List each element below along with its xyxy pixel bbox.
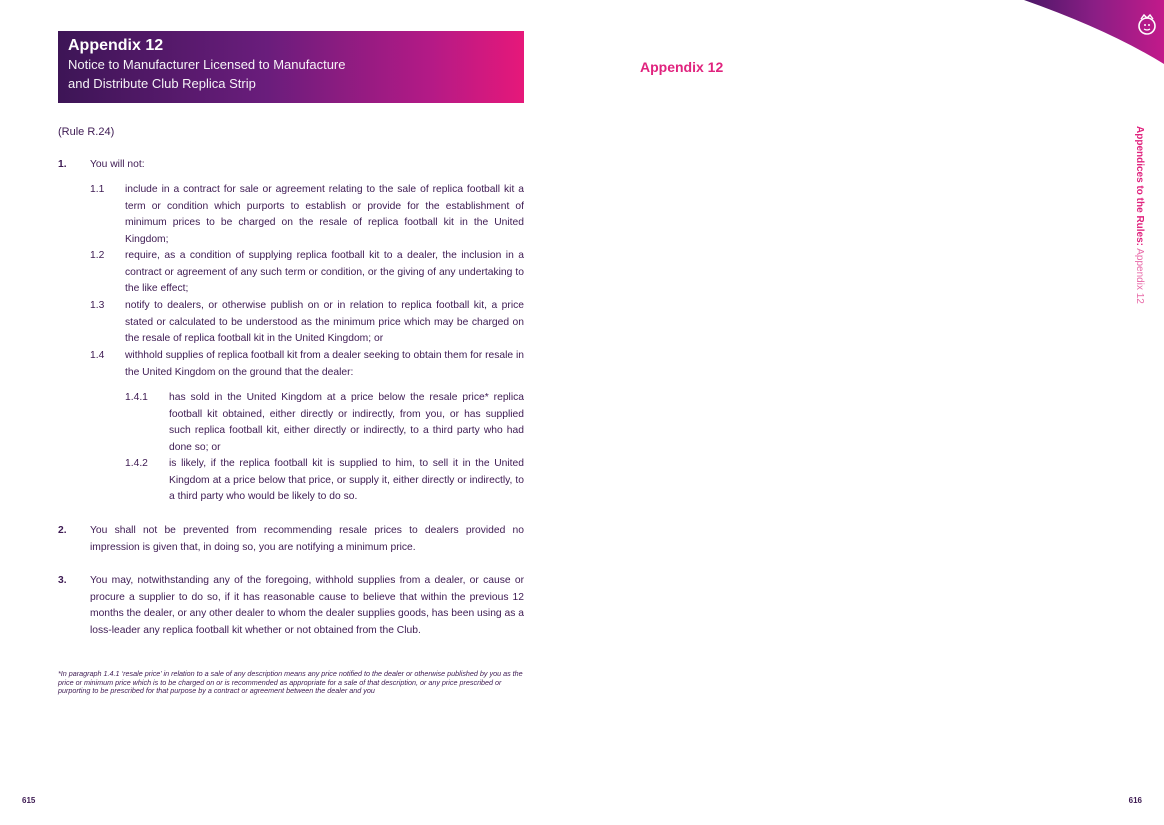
rule-reference: (Rule R.24) [58,126,115,138]
clause-number: 1.4.1 [125,392,148,403]
banner-title: Appendix 12 [68,37,164,54]
clause-text: You shall not be prevented from recommending resale prices to dealers provided no impression is given that, in doing so, you are notifying a minimum price. [90,525,524,553]
right-page [582,0,1164,825]
clause-number: 1. [58,159,67,170]
clause-number: 3. [58,575,67,586]
right-page-title: Appendix 12 [640,59,724,75]
side-label-light: Appendix 12 [1134,246,1145,304]
clause-number: 1.3 [90,300,105,311]
clause-text: include in a contract for sale or agreement relating to the sale of replica football kit a term or condition which purports to establish or provide for the establishment of minimum prices to be charged on the resale of replica football kit in the United Kingdom; [125,184,524,246]
section-side-label [1134,126,1145,304]
clause-number: 1.1 [90,184,105,195]
page-number-left: 615 [22,796,36,805]
banner-subtitle-line-2: and Distribute Club Replica Strip [68,76,256,91]
appendix-banner [58,31,524,103]
clause-text: has sold in the United Kingdom at a price below the resale price* replica football kit obtained, either directly or indirectly, from you, or has supplied such replica football kit, either directly or indirectly, to a third party who had done so; or [169,392,524,454]
clause-text: notify to dealers, or otherwise publish on or in relation to replica football kit, a price stated or calculated to be understood as the minimum price which may be charged on the resale of replica football kit in the United Kingdom; or [125,300,524,345]
clause-text: You will not: [90,159,145,170]
corner-decoration [1014,0,1164,70]
clause-number: 2. [58,525,67,536]
clause-text: is likely, if the replica football kit is supplied to him, to sell it in the United Kingdom at a price below that price, or supply it, either directly or indirectly, to a third party who would be likely to do so. [169,458,524,503]
footnote: *In paragraph 1.4.1 ‘resale price’ in relation to a sale of any description means any price notified to the dealer or otherwise published by you as the price or minimum price which is to be charged on or is recommended as appropriate for a sale of that description, or any price prescribed or purporting to be prescribed for that purpose by a contract or agreement between the dealer and you [58,669,523,696]
banner-subtitle-line-1: Notice to Manufacturer Licensed to Manufacture [68,57,346,72]
clause-text: require, as a condition of supplying replica football kit to a dealer, the inclusion in a contract or agreement of any such term or condition, or the giving of any undertaking to the like effect; [125,250,524,295]
clause-number: 1.2 [90,250,105,261]
clause-text: withhold supplies of replica football kit from a dealer seeking to obtain them for resale in the United Kingdom on the ground that the dealer: [125,350,524,378]
side-label-bold: Appendices to the Rules: [1134,126,1145,247]
clause-number: 1.4.2 [125,458,148,469]
page-number-right: 616 [1128,796,1142,805]
clause-number: 1.4 [90,350,105,361]
clause-text: You may, notwithstanding any of the foregoing, withhold supplies from a dealer, or cause or procure a supplier to do so, if it has reasonable cause to believe that within the previous 12 months the dealer, or any other dealer to whom the dealer supplies goods, has been using as a loss-leader any replica football kit whether or not obtained from the Club. [90,575,524,637]
